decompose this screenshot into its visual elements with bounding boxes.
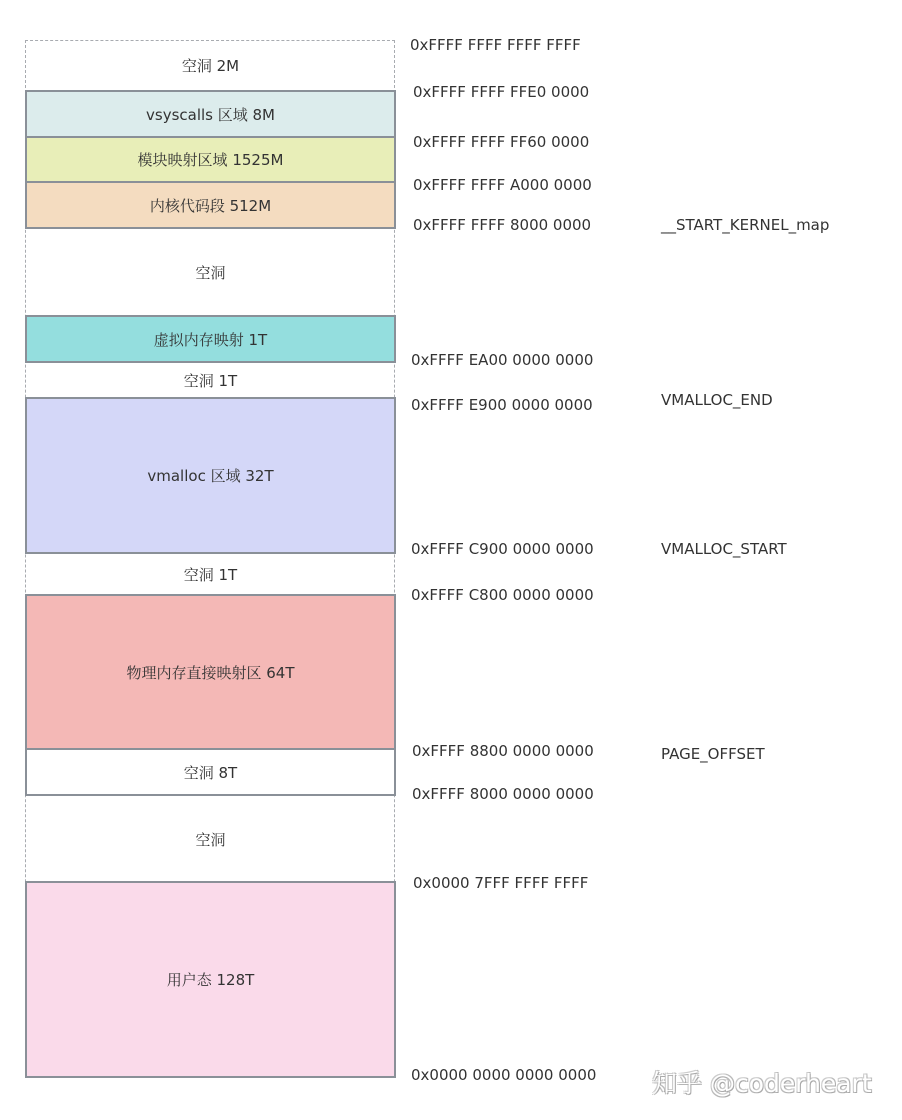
address-label: 0xFFFF C800 0000 0000 xyxy=(411,586,594,604)
region-direct-map: 物理内存直接映射区 64T xyxy=(25,594,396,750)
address-label: 0xFFFF FFFF 8000 0000 xyxy=(413,216,592,234)
address-label: 0xFFFF FFFF A000 0000 xyxy=(413,176,592,194)
region-hole: 空洞 xyxy=(195,830,226,849)
symbol-vmalloc-end: VMALLOC_END xyxy=(661,391,773,409)
region-hole-1t: 空洞 1T xyxy=(183,565,238,584)
address-label: 0xFFFF C900 0000 0000 xyxy=(411,540,594,558)
region-vmemmap: 虚拟内存映射 1T xyxy=(25,315,396,363)
address-label: 0xFFFF FFFF FFE0 0000 xyxy=(413,83,590,101)
region-hole-8t: 空洞 8T xyxy=(25,748,396,796)
symbol-vmalloc-start: VMALLOC_START xyxy=(661,540,787,558)
region-kernel-code: 内核代码段 512M xyxy=(25,181,396,229)
region-vsyscalls: vsyscalls 区域 8M xyxy=(25,90,396,138)
address-label: 0xFFFF 8000 0000 0000 xyxy=(412,785,594,803)
address-label: 0x0000 0000 0000 0000 xyxy=(411,1066,597,1084)
address-label: 0xFFFF FFFF FF60 0000 xyxy=(413,133,590,151)
region-vmalloc: vmalloc 区域 32T xyxy=(25,397,396,554)
symbol-start-kernel-map: __START_KERNEL_map xyxy=(661,216,830,234)
region-user: 用户态 128T xyxy=(25,881,396,1078)
address-label: 0xFFFF EA00 0000 0000 xyxy=(411,351,594,369)
watermark: 知乎 @coderheart xyxy=(652,1069,872,1098)
region-hole-1t: 空洞 1T xyxy=(183,371,238,390)
region-hole-2m: 空洞 2M xyxy=(181,56,240,75)
symbol-page-offset: PAGE_OFFSET xyxy=(661,745,765,763)
address-label: 0xFFFF 8800 0000 0000 xyxy=(412,742,594,760)
region-hole: 空洞 xyxy=(195,263,226,282)
region-modules: 模块映射区域 1525M xyxy=(25,136,396,183)
address-label: 0xFFFF FFFF FFFF FFFF xyxy=(410,36,581,54)
address-label: 0x0000 7FFF FFFF FFFF xyxy=(413,874,589,892)
address-label: 0xFFFF E900 0000 0000 xyxy=(411,396,593,414)
